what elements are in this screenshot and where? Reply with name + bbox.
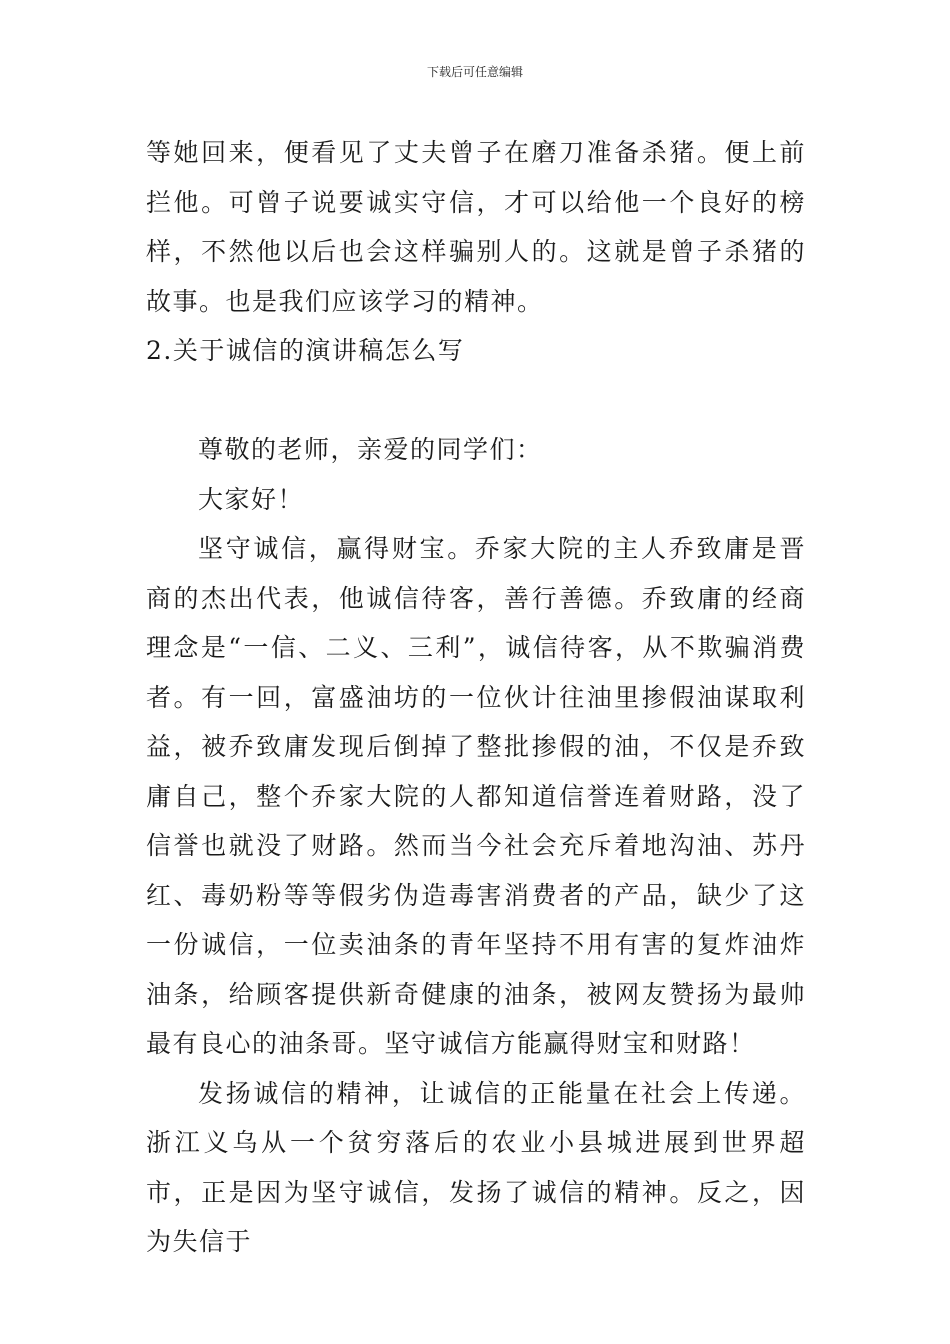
paragraph-story-ending: 等她回来，便看见了丈夫曾子在磨刀准备杀猪。便上前拦他。可曾子说要诚实守信，才可以给他一个良好的榜样，不然他以后也会这样骗别人的。这就是曾子杀猪的故事。也是我们应该学习的精神。	[146, 138, 806, 316]
paragraph-integrity-wealth: 坚守诚信，赢得财宝。乔家大院的主人乔致庸是晋商的杰出代表，他诚信待客，善行善德。乔致庸的经商理念是“一信、二义、三利”，诚信待客，从不欺骗消费者。有一回，富盛油坊的一位伙计往油里掺假油谋取利益，被乔致庸发现后倒掉了整批掺假的油，不仅是乔致庸自己，整个乔家大院的人都知道信誉连着财路，没了信誉也就没了财路。然而当今社会充斥着地沟油、苏丹红、毒奶粉等等假劣伪造毒害消费者的产品，缺少了这一份诚信，一位卖油条的青年坚持不用有害的复炸油炸油条，给顾客提供新奇健康的油条，被网友赞扬为最帅最有良心的油条哥。坚守诚信方能赢得财宝和财路！	[146, 534, 806, 1058]
blank-line	[146, 376, 806, 426]
section-heading: 2.关于诚信的演讲稿怎么写	[146, 336, 465, 365]
greeting: 大家好！	[198, 484, 305, 514]
salutation: 尊敬的老师，亲爱的同学们：	[198, 435, 543, 464]
paragraph-integrity-spirit: 发扬诚信的精神，让诚信的正能量在社会上传递。浙江义乌从一个贫穷落后的农业小县城进展到世界超市，正是因为坚守诚信，发扬了诚信的精神。反之，因为失信于	[146, 1078, 806, 1256]
document-body	[146, 128, 806, 1267]
header-note: 下载后可任意编辑	[426, 65, 523, 79]
